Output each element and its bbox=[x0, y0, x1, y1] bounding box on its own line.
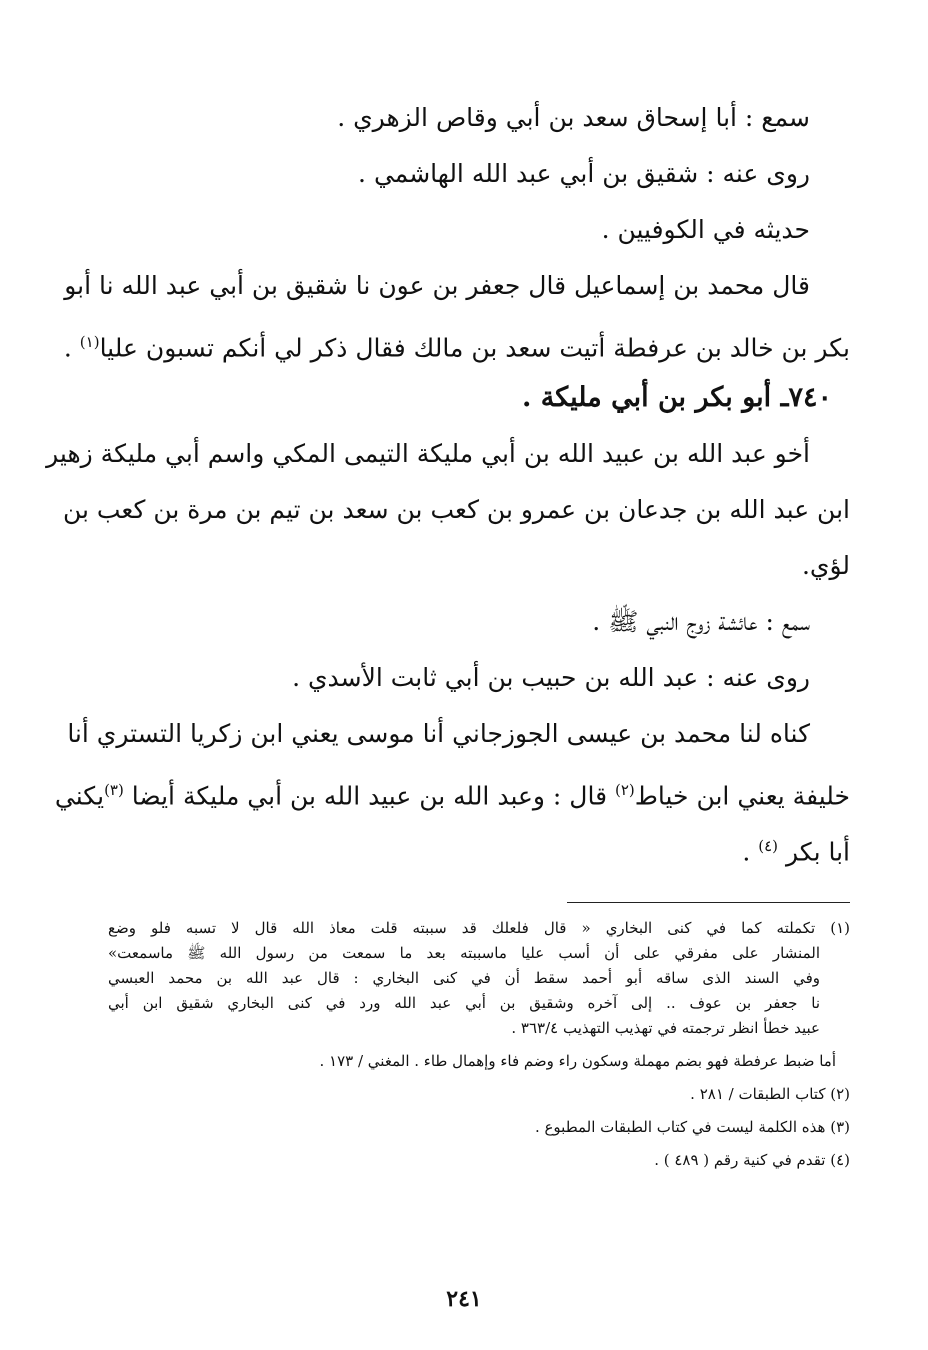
footnote-line: نا جعفر بن عوف .. إلى آخره وشقيق بن أبي عبد الله ورد في كنى البخاري شقيق ابن أبي bbox=[108, 994, 820, 1012]
text-line: حديثه في الكوفيين . bbox=[601, 215, 810, 244]
footnote-separator bbox=[567, 902, 850, 903]
text-line bbox=[108, 818, 850, 874]
footnotes bbox=[108, 916, 850, 1173]
footnote-line: وفي السند الذى ساقه أبو أحمد سقط أن في كنى البخاري : قال عبد الله بن محمد العبسي bbox=[108, 969, 820, 987]
footnote-ref: (٣) bbox=[104, 781, 124, 799]
text-line bbox=[63, 314, 850, 370]
text-segment: . bbox=[742, 837, 751, 867]
text-segment: . bbox=[63, 333, 72, 363]
text-segment: أبا بكر bbox=[785, 837, 850, 867]
text-segment: بكر بن خالد بن عرفطة أتيت سعد بن مالك فقال ذكر لي أنكم تسبون عليا bbox=[99, 333, 850, 363]
footnote-line: المنشار على مفرقي على أن أسب عليا ماسببته بعد ما سمعت من رسول الله ﷺ ماسمعت» bbox=[108, 944, 820, 962]
page-number: ٢٤١ bbox=[446, 1286, 482, 1312]
text-line: روى عنه : شقيق بن أبي عبد الله الهاشمي . bbox=[358, 159, 810, 188]
text-line: سمع : أبا إسحاق سعد بن أبي وقاص الزهري . bbox=[337, 103, 810, 132]
footnote-line: عبيد خطأ انظر ترجمته في تهذيب التهذيب ٣٦٣/٤ . bbox=[511, 1019, 820, 1037]
text-line bbox=[54, 762, 850, 818]
text-line: لؤي. bbox=[801, 551, 850, 580]
text-line: سمع : عائشة زوج النبي ﷺ . bbox=[592, 607, 810, 636]
footnote-line: أما ضبط عرفطة فهو بضم مهملة وسكون راء وضم فاء وإهمال طاء . المغني / ١٧٣ . bbox=[319, 1052, 836, 1070]
footnote-line: (١) تكملته كما في كنى البخاري « قال فلعلك قد سببته قلت معاذ الله قال لا تسبه فلو وضع bbox=[108, 919, 850, 937]
text-line: قال محمد بن إسماعيل قال جعفر بن عون نا شقيق بن أبي عبد الله نا أبو bbox=[64, 271, 810, 300]
footnote-line: (٣) هذه الكلمة ليست في كتاب الطبقات المطبوع . bbox=[534, 1118, 850, 1136]
text-segment: خليفة يعني ابن خياط bbox=[634, 781, 850, 811]
main-text bbox=[46, 90, 850, 874]
text-line: أخو عبد الله بن عبيد الله بن أبي مليكة التيمى المكي واسم أبي مليكة زهير bbox=[46, 439, 810, 468]
text-segment: قال : وعبد الله بن عبيد الله بن أبي مليكة أيضا bbox=[131, 781, 608, 811]
text-line: روى عنه : عبد الله بن حبيب بن أبي ثابت الأسدي . bbox=[292, 663, 810, 692]
footnote-line: (٤) تقدم في كنية رقم ( ٤٨٩ ) . bbox=[654, 1151, 850, 1169]
footnote-ref: (٢) bbox=[614, 781, 635, 799]
footnote-ref: (٤) bbox=[758, 837, 779, 855]
footnote-line: (٢) كتاب الطبقات / ٢٨١ . bbox=[690, 1085, 850, 1103]
text-line: كناه لنا محمد بن عيسى الجوزجاني أنا موسى يعني ابن زكريا التستري أنا bbox=[67, 719, 810, 748]
footnote-ref: (١) bbox=[79, 333, 100, 351]
text-line: ابن عبد الله بن جدعان بن عمرو بن كعب بن سعد بن تيم بن مرة بن كعب بن bbox=[62, 495, 850, 524]
text-segment: يكني bbox=[54, 781, 105, 811]
entry-heading: ٧٤٠ـ أبو بكر بن أبي مليكة . bbox=[521, 382, 832, 413]
